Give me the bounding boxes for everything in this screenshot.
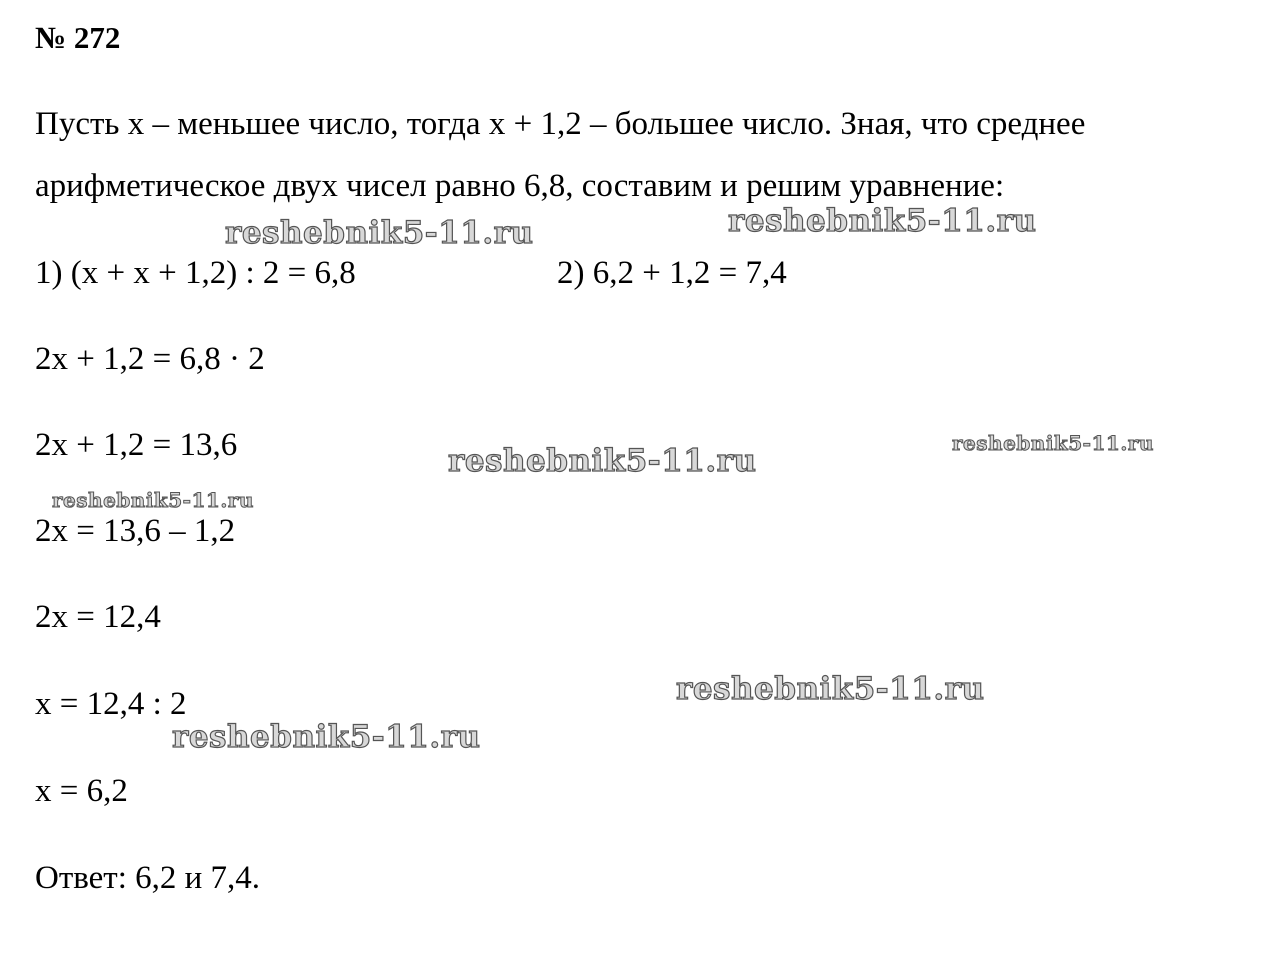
intro-line-1: Пусть x – меньшее число, тогда x + 1,2 – большее число. Зная, что среднее: [35, 106, 1086, 142]
intro-line-2: арифметическое двух чисел равно 6,8, составим и решим уравнение:: [35, 168, 1005, 204]
watermark: reshebnik5-11.ru: [728, 203, 1037, 239]
watermark: reshebnik5-11.ru: [225, 215, 534, 251]
answer-line: Ответ: 6,2 и 7,4.: [35, 860, 261, 896]
solution-line: x = 6,2: [35, 773, 128, 809]
watermark: reshebnik5-11.ru: [52, 488, 254, 512]
watermark: reshebnik5-11.ru: [952, 431, 1154, 455]
watermark: reshebnik5-11.ru: [448, 443, 757, 479]
solution-line: 2x = 13,6 – 1,2: [35, 513, 236, 549]
solution-line: 2x = 12,4: [35, 599, 161, 635]
solution-line: x = 12,4 : 2: [35, 686, 187, 722]
watermark: reshebnik5-11.ru: [172, 719, 481, 755]
step-1: 1) (x + x + 1,2) : 2 = 6,8: [35, 255, 356, 291]
watermark: reshebnik5-11.ru: [676, 671, 985, 707]
solution-line: 2x + 1,2 = 6,8 · 2: [35, 341, 265, 377]
step-2: 2) 6,2 + 1,2 = 7,4: [557, 255, 787, 291]
solution-line: 2x + 1,2 = 13,6: [35, 427, 238, 463]
problem-title: № 272: [35, 20, 121, 55]
